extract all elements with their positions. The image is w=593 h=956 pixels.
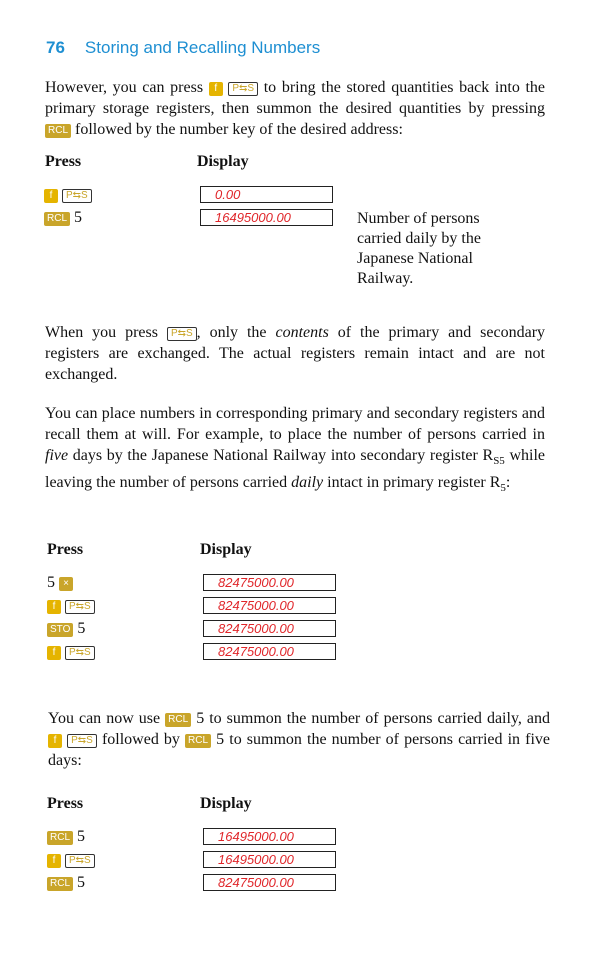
emphasis-text: daily [291, 474, 324, 492]
press-column-header: Press [47, 541, 84, 558]
display-column-header: Display [200, 795, 252, 812]
page-header [46, 38, 320, 58]
digit-key: 5 [47, 574, 55, 591]
paragraph-text: while leaving the number of persons carried [45, 447, 546, 492]
register-subscript: S5 [493, 455, 505, 468]
keystroke-row [47, 597, 95, 615]
paragraph-text: However, you can press [45, 79, 204, 96]
paragraph-text: days by the Japanese National Railway into secondary register R [72, 447, 494, 464]
digit-key: 5 [77, 874, 86, 891]
f-key: f [44, 189, 58, 203]
keystroke-row [47, 620, 85, 638]
keystroke-row [47, 874, 85, 892]
calculator-display: 0.00 [200, 186, 333, 203]
f-key: f [47, 600, 61, 614]
paragraph-text: When you press [45, 324, 158, 341]
p-s-exchange-key: P⇆S [228, 82, 258, 96]
p-s-exchange-key: P⇆S [65, 600, 95, 614]
display-column-header: Display [200, 541, 252, 558]
calculator-display: 82475000.00 [203, 620, 336, 637]
paragraph-text: to bring the stored quantities back into the primary storage registers, then summon the desired quantities by pressing [45, 79, 546, 117]
calculator-display: 82475000.00 [203, 874, 336, 891]
p-s-exchange-key: P⇆S [167, 327, 197, 341]
keystroke-row [47, 574, 73, 592]
paragraph-text: You can place numbers in corresponding primary and secondary registers and recall them at will. For example, to place the number of persons carried in [45, 405, 545, 443]
keystroke-row [47, 851, 95, 869]
keystroke-row [47, 828, 85, 846]
page-number: 76 [46, 38, 65, 57]
calculator-display: 16495000.00 [200, 209, 333, 226]
p-s-exchange-key: P⇆S [62, 189, 92, 203]
press-column-header: Press [45, 153, 82, 170]
keystroke-row [44, 209, 82, 227]
display-column-header: Display [197, 153, 249, 170]
calculator-display: 16495000.00 [203, 828, 336, 845]
calculator-display: 82475000.00 [203, 574, 336, 591]
register-subscript: 5 [500, 482, 506, 495]
paragraph-4 [48, 708, 550, 771]
paragraph-2 [45, 322, 545, 385]
display-note: Number of persons carried daily by the Japanese National Railway. [357, 210, 481, 287]
paragraph-text: followed by the number key of the desired address: [75, 121, 403, 138]
sto-key: STO [47, 623, 73, 637]
paragraph-3 [45, 403, 545, 499]
paragraph-text: 5 to summon the number of persons carried in five days: [48, 731, 551, 769]
chapter-title: Storing and Recalling Numbers [84, 38, 321, 57]
paragraph-1 [45, 77, 545, 140]
digit-key: 5 [74, 209, 83, 226]
digit-key: 5 [77, 620, 86, 637]
paragraph-text: : [505, 474, 511, 492]
p-s-exchange-key: P⇆S [67, 734, 97, 748]
digit-key: 5 [77, 828, 86, 845]
calculator-display: 82475000.00 [203, 643, 336, 660]
paragraph-text: You can now use [48, 710, 161, 727]
rcl-key: RCL [47, 831, 73, 845]
p-s-exchange-key: P⇆S [65, 646, 95, 660]
calculator-display: 82475000.00 [203, 597, 336, 614]
keystroke-row [44, 186, 92, 204]
p-s-exchange-key: P⇆S [65, 854, 95, 868]
paragraph-text: of the primary and secondary registers are exchanged. The actual registers remain intact and are not exchanged. [45, 324, 546, 383]
keystroke-row [47, 643, 95, 661]
paragraph-text: followed by [101, 731, 180, 748]
multiply-key: × [59, 577, 73, 591]
rcl-key: RCL [185, 734, 211, 748]
f-key: f [47, 854, 61, 868]
f-key: f [47, 646, 61, 660]
rcl-key: RCL [47, 877, 73, 891]
f-key: f [48, 734, 62, 748]
press-column-header: Press [47, 795, 84, 812]
f-key: f [209, 82, 223, 96]
rcl-key: RCL [45, 124, 71, 138]
emphasis-text: five [45, 447, 69, 464]
paragraph-text: , only the [196, 324, 267, 341]
rcl-key: RCL [44, 212, 70, 226]
paragraph-text: intact in primary register R [327, 474, 501, 492]
calculator-display: 16495000.00 [203, 851, 336, 868]
paragraph-text: 5 to summon the number of persons carried daily, and [196, 710, 551, 727]
emphasis-text: contents [275, 324, 329, 341]
rcl-key: RCL [165, 713, 191, 727]
